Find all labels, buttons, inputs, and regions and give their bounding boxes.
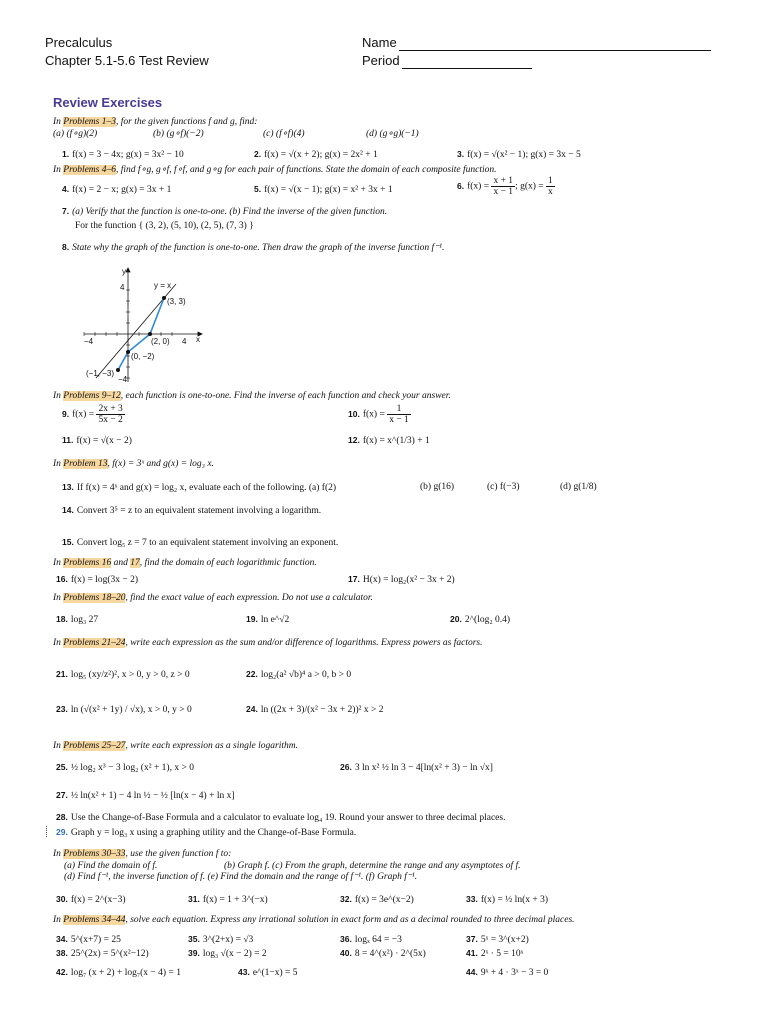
problem-41: 41. 2ˣ · 5 = 10ˣ bbox=[466, 948, 524, 959]
problem-22: 22. log₂(a² √b)⁴ a > 0, b > 0 bbox=[246, 669, 352, 680]
problem-37: 37. 5ˣ = 3^(x+2) bbox=[466, 934, 529, 945]
problem-12: 12. f(x) = x^(1/3) + 1 bbox=[348, 435, 430, 446]
label-3-3: (3, 3) bbox=[167, 297, 186, 306]
point-2-0 bbox=[148, 332, 152, 336]
problem-1: 1. f(x) = 3 − 4x; g(x) = 3x² − 10 bbox=[62, 149, 184, 160]
problem-42: 42. log₇ (x + 2) + log₇(x − 4) = 1 bbox=[56, 967, 181, 978]
problem-43: 43. e^(1−x) = 5 bbox=[238, 967, 298, 978]
instruction-13: In Problem 13, f(x) = 3ˣ and g(x) = log₃ x. bbox=[53, 459, 214, 469]
problem-31: 31. f(x) = 1 + 3^(−x) bbox=[188, 894, 268, 905]
problem-8-graph bbox=[78, 262, 208, 387]
name-field: Name bbox=[362, 35, 711, 51]
point-neg1-neg3 bbox=[116, 368, 120, 372]
instruction-16-17: In Problems 16 and 17, find the domain of each logarithmic function. bbox=[53, 558, 317, 568]
problem-13-d: (d) g(1/8) bbox=[560, 482, 597, 492]
problem-24: 24. ln ((2x + 3)/(x² − 3x + 2))² x > 2 bbox=[246, 704, 384, 715]
problem-14: 14. Convert 3⁵ = z to an equivalent statement involving a logarithm. bbox=[62, 505, 322, 516]
period-field: Period bbox=[362, 53, 532, 69]
problem-44: 44. 9ˣ + 4 · 3ˣ − 3 = 0 bbox=[466, 967, 549, 978]
tick-y-neg4: −4 bbox=[118, 375, 128, 384]
tick-x-4: 4 bbox=[182, 337, 187, 346]
problem-13-c: (c) f(−3) bbox=[487, 482, 520, 492]
label-2-0: (2, 0) bbox=[151, 337, 170, 346]
problem-23: 23. ln (√(x² + 1y) / √x), x > 0, y > 0 bbox=[56, 704, 192, 715]
problem-21: 21. log₅ (xy/z²)², x > 0, y > 0, z > 0 bbox=[56, 669, 190, 680]
course-title: Precalculus bbox=[45, 35, 113, 50]
problem-27: 27. ½ ln(x² + 1) − 4 ln ½ − ½ [ln(x − 4) + ln x] bbox=[56, 790, 235, 801]
problem-3: 3. f(x) = √(x² − 1); g(x) = 3x − 5 bbox=[457, 149, 581, 160]
instruction-25-27: In Problems 25–27, write each expression as a single logarithm. bbox=[53, 741, 298, 751]
problem-18: 18. log₃ 27 bbox=[56, 614, 99, 625]
instruction-34-44: In Problems 34–44, solve each equation. Express any irrational solution in exact form and as a decimal rounded to three decimal places. bbox=[53, 915, 575, 925]
problem-32: 32. f(x) = 3e^(x−2) bbox=[340, 894, 414, 905]
problem-4: 4. f(x) = 2 − x; g(x) = 3x + 1 bbox=[62, 184, 172, 195]
problem-6: 6. f(x) = $\frac{x + 1}{x - 1}$ ; g(x) = $\frac{1}{x}$ bbox=[457, 176, 553, 197]
section-title: Review Exercises bbox=[53, 95, 163, 110]
instruction-18-20: In Problems 18–20, find the exact value of each expression. Do not use a calculator. bbox=[53, 593, 373, 603]
problem-13-b: (b) g(16) bbox=[420, 482, 455, 492]
problem-8: 8. State why the graph of the function is one-to-one. Then draw the graph of the inverse function f⁻¹. bbox=[62, 242, 445, 253]
label-0-neg2: (0, −2) bbox=[131, 352, 155, 361]
tick-y-4: 4 bbox=[120, 283, 125, 292]
problem-36: 36. logₓ 64 = −3 bbox=[340, 934, 402, 945]
x-axis-label: x bbox=[196, 335, 200, 344]
problem-40: 40. 8 = 4^(x²) · 2^(5x) bbox=[340, 948, 426, 959]
problem-13: 13. If f(x) = 4ˣ and g(x) = log₂ x, evaluate each of the following. (a) f(2) bbox=[62, 482, 337, 493]
problem-9: 9. f(x) = $\frac{2x + 3}{5x - 2}$ bbox=[62, 404, 123, 425]
problem-34: 34. 5^(x+7) = 25 bbox=[56, 934, 121, 945]
label-neg1-neg3: (−1, −3) bbox=[86, 369, 115, 378]
problem-25: 25. ½ log₂ x³ − 3 log₂ (x² + 1), x > 0 bbox=[56, 762, 194, 773]
instruction-1-3: In Problems 1–3, for the given functions f and g, find: bbox=[53, 117, 258, 127]
tick-x-neg4: −4 bbox=[84, 337, 94, 346]
y-axis-label: y bbox=[122, 267, 126, 276]
problem-5: 5. f(x) = √(x − 1); g(x) = x² + 3x + 1 bbox=[254, 184, 393, 195]
point-3-3 bbox=[162, 296, 166, 300]
problem-29: 29. Graph y = log₃ x using a graphing utility and the Change-of-Base Formula. bbox=[56, 827, 357, 838]
problem-39: 39. log₃ √(x − 2) = 2 bbox=[188, 948, 267, 959]
problem-28: 28. Use the Change-of-Base Formula and a calculator to evaluate log₄ 19. Round your answer to three decimal places. bbox=[56, 812, 506, 823]
problem-17: 17. H(x) = log₂(x² − 3x + 2) bbox=[348, 574, 455, 585]
problem-11: 11. f(x) = √(x − 2) bbox=[62, 435, 132, 446]
problem-30: 30. f(x) = 2^(x−3) bbox=[56, 894, 126, 905]
problem-7: 7. (a) Verify that the function is one-to-one. (b) Find the inverse of the given function. bbox=[62, 206, 388, 217]
line-label: y = x bbox=[154, 281, 172, 290]
problem-2: 2. f(x) = √(x + 2); g(x) = 2x² + 1 bbox=[254, 149, 378, 160]
instruction-30-33: In Problems 30–33, use the given function f to: bbox=[53, 849, 232, 859]
instruction-4-6: In Problems 4–6, find f∘g, g∘f, f∘f, and g∘g for each pair of functions. State the domain of each composite function. bbox=[53, 165, 497, 175]
problem-16: 16. f(x) = log(3x − 2) bbox=[56, 574, 139, 585]
point-0-neg2 bbox=[126, 350, 130, 354]
instruction-9-12: In Problems 9–12, each function is one-to-one. Find the inverse of each function and check your answer. bbox=[53, 391, 451, 401]
instruction-21-24: In Problems 21–24, write each expression as the sum and/or difference of logarithms. Express powers as factors. bbox=[53, 638, 483, 648]
problem-35: 35. 3^(2+x) = √3 bbox=[188, 934, 254, 945]
margin-mark bbox=[46, 826, 49, 837]
problem-10: 10. f(x) = $\frac{1}{x - 1}$ bbox=[348, 404, 409, 425]
problem-33: 33. f(x) = ½ ln(x + 3) bbox=[466, 894, 549, 905]
problem-15: 15. Convert log₅ z = 7 to an equivalent statement involving an exponent. bbox=[62, 537, 339, 548]
problem-19: 19. ln e^√2 bbox=[246, 614, 290, 625]
instruction-30-33-parts-b: (d) Find f⁻¹, the inverse function of f. (e) Find the domain and the range of f⁻¹. (f) Graph f⁻¹. bbox=[64, 872, 418, 882]
problem-26: 26. 3 ln x² ½ ln 3 − 4[ln(x² + 3) − ln √x] bbox=[340, 762, 493, 773]
problem-38: 38. 25^(2x) = 5^(x²−12) bbox=[56, 948, 149, 959]
problem-20: 20. 2^(log₂ 0.4) bbox=[450, 614, 511, 625]
problem-7-set: For the function { (3, 2), (5, 10), (2, 5), (7, 3) } bbox=[75, 221, 254, 231]
chapter-title: Chapter 5.1-5.6 Test Review bbox=[45, 53, 209, 68]
